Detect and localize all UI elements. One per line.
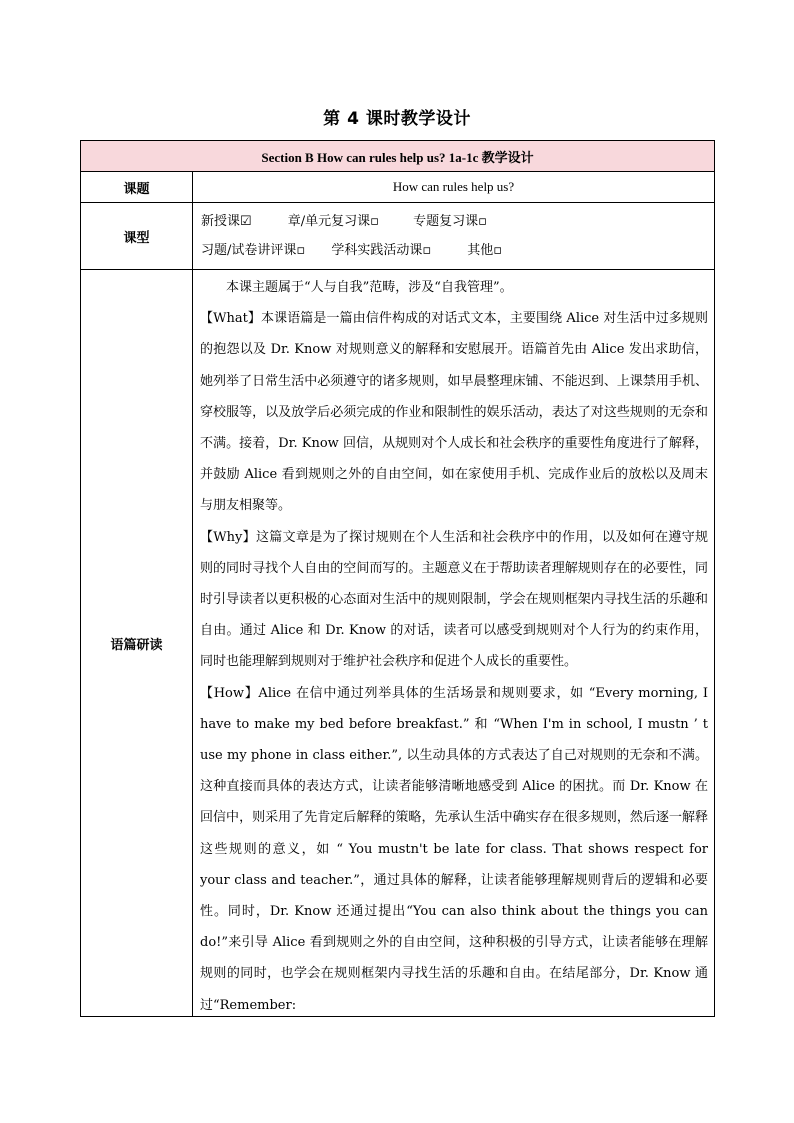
lesson-type-row	[81, 203, 715, 270]
table-header: Section B How can rules help us? 1a-1c 教学设计	[81, 141, 715, 172]
option-unit-review[interactable]: 章/单元复习课▫	[287, 214, 379, 229]
text-study-label: 语篇研读	[81, 270, 193, 1017]
lesson-type-line-2	[201, 236, 706, 265]
option-other[interactable]: 其他▫	[467, 243, 503, 258]
option-topic-review[interactable]: 专题复习课▫	[413, 214, 487, 229]
option-new-lesson[interactable]: 新授课☑	[201, 214, 252, 229]
text-study-what: 【What】本课语篇是一篇由信件构成的对话式文本，主要围绕 Alice 对生活中过多规则的抱怨以及 Dr. Know 对规则意义的解释和安慰展开。语篇首先由 Alice 发出求助信，她列举了日常生活中必须遵守的诸多规则，如早晨整理床铺、不能迟到、上课禁用手机、穿校服等，以及放学后必须完成的作业和限制性的娱乐活动，表达了对这些规则的无奈和不满。接着，Dr. Know 回信，从规则对个人成长和社会秩序的重要性角度进行了解释，并鼓励 Alice 看到规则之外的自由空间，如在家使用手机、完成作业后的放松以及周末与朋友相聚等。	[200, 311, 709, 514]
text-study-body	[193, 270, 715, 1017]
text-study-how: 【How】Alice 在信中通过列举具体的生活场景和规则要求，如 “Every morning, I have to make my bed before breakfast.” 和 “When I'm in school, I mustn ’ t use my phone in class either.”, 以生动具体的方式表达了自己对规则的无奈和不满。这种直接而具体的表达方式，让读者能够清晰地感受到 Alice 的困扰。而 Dr. Know 在回信中，则采用了先肯定后解释的策略，先承认生活中确实存在很多规则，然后逐一解释这些规则的意义，如 “ You mustn't be late for class. That shows respect for your class and teacher.”，通过具体的解释，让读者能够理解规则背后的逻辑和必要性。同时，Dr. Know 还通过提出“You can also think about the things you can do!”来引导 Alice 看到规则之外的自由空间，这种积极的引导方式，让读者能够在理解规则的同时，也学会在规则框架内寻找生活的乐趣和自由。在结尾部分，Dr. Know 通过“Remember:	[200, 685, 709, 1013]
lesson-design-table	[80, 140, 715, 1017]
lesson-type-line-1	[201, 207, 706, 236]
text-study-row	[81, 270, 715, 1017]
lesson-type-options	[193, 203, 715, 270]
lesson-type-label: 课型	[81, 203, 193, 270]
table-header-row	[81, 141, 715, 172]
topic-value: How can rules help us?	[193, 172, 715, 203]
topic-label: 课题	[81, 172, 193, 203]
topic-row	[81, 172, 715, 203]
option-exercise-review[interactable]: 习题/试卷讲评课▫	[201, 243, 306, 258]
text-study-why: 【Why】这篇文章是为了探讨规则在个人生活和社会秩序中的作用，以及如何在遵守规则的同时寻找个人自由的空间而写的。主题意义在于帮助读者理解规则存在的必要性，同时引导读者以更积极的心态面对生活中的规则限制，学会在规则框架内寻找生活的乐趣和自由。通过 Alice 和 Dr. Know 的对话，读者可以感受到规则对个人行为的约束作用，同时也能理解到规则对于维护社会秩序和促进个人成长的重要性。	[200, 529, 709, 670]
text-study-intro: 本课主题属于“人与自我”范畴，涉及“自我管理”。	[226, 280, 513, 295]
page-title: 第 4 课时教学设计	[323, 109, 471, 129]
option-practice-activity[interactable]: 学科实践活动课▫	[331, 243, 432, 258]
